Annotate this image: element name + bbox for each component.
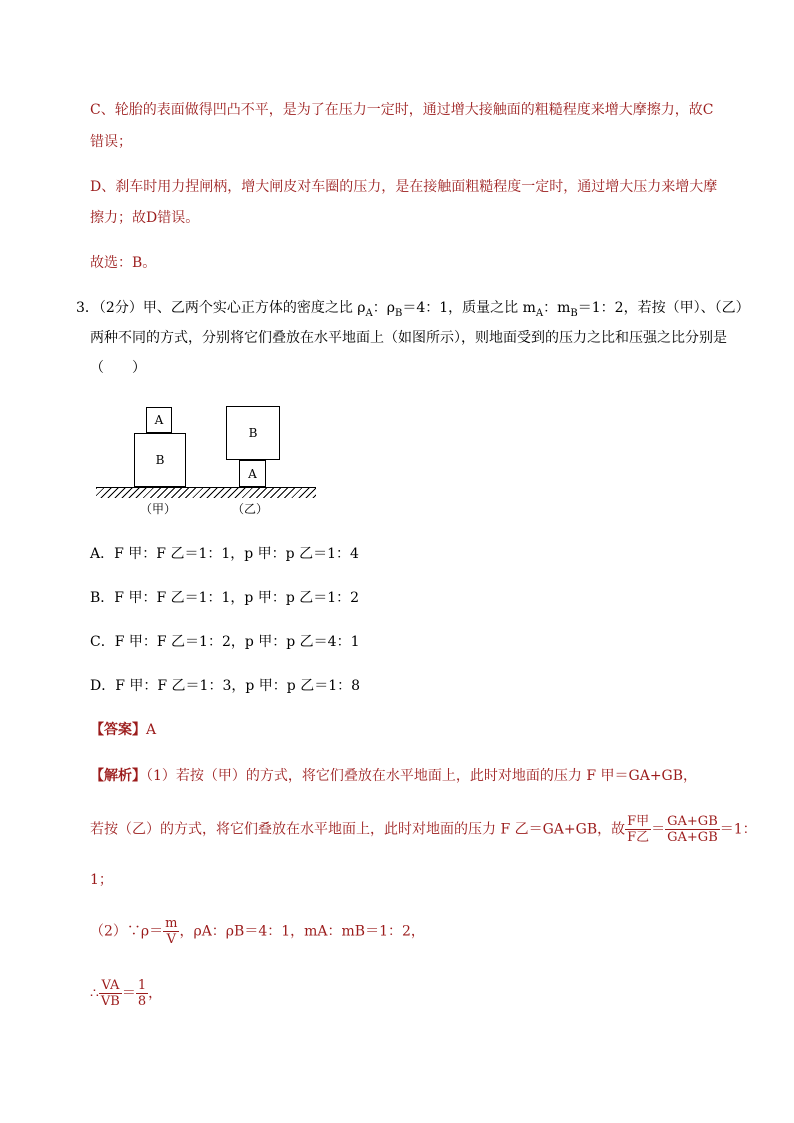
figure-caption-yi: （乙） xyxy=(232,502,269,516)
fraction-density: $\frac{m}{V}$ xyxy=(165,916,178,947)
prev-option-d-line1: D、刹车时用力捏闸柄，增大闸皮对车圈的压力，是在接触面粗糙程度一定时，通过增大压力来增大摩 xyxy=(90,179,718,195)
analysis-tag: 【解析】 xyxy=(90,768,146,784)
figure-jia-cube-a: A xyxy=(146,407,172,433)
analysis-line5: ∴ $\frac{VA}{VB}$ ＝ $\frac{1}{8}$ ， xyxy=(90,978,163,1009)
figure-ground xyxy=(96,487,316,498)
analysis-line4: （2）∵ρ＝ $\frac{m}{V}$ ，ρA：ρB＝4：1，mA：mB＝1：2， xyxy=(90,916,425,947)
question-line3: （ ） xyxy=(90,360,146,376)
prev-option-c-line1: C、轮胎的表面做得凹凸不平，是为了在压力一定时，通过增大接触面的粗糙程度来增大摩擦力，故C xyxy=(90,102,714,118)
answer-tag: 【答案】 xyxy=(90,722,146,738)
figure-caption-jia: （甲） xyxy=(140,502,177,516)
prev-option-d-line2: 擦力；故D错误。 xyxy=(90,210,200,226)
fraction-force: $\frac{\text{F甲}}{\text{F乙}}$ xyxy=(627,814,650,845)
question-line2: 两种不同的方式，分别将它们叠放在水平地面上（如图所示），则地面受到的压力之比和压强之比分别是 xyxy=(90,330,727,346)
stacking-figure xyxy=(96,400,318,520)
option-a: A．F 甲：F 乙＝1：1，p 甲：p 乙＝1：4 xyxy=(90,546,359,562)
answer-value: A xyxy=(146,722,157,738)
option-d: D．F 甲：F 乙＝1：3，p 甲：p 乙＝1：8 xyxy=(90,678,361,694)
question-line1: 3．（2分）甲、乙两个实心正方体的密度之比 $\rho_A$：$\rho_B=4$：1，质量之比 $m_A$：$m_B=1$：2，若按（甲）、（乙） xyxy=(76,300,750,319)
analysis-line1: 【解析】（1）若按（甲）的方式，将它们叠放在水平地面上，此时对地面的压力 F 甲＝GA+GB， xyxy=(90,768,698,784)
fraction-gravity: $\frac{GA+GB}{GA+GB}$ xyxy=(667,814,718,845)
figure-yi-cube-a: A xyxy=(239,460,266,487)
option-c: C．F 甲：F 乙＝1：2，p 甲：p 乙＝4：1 xyxy=(90,634,360,650)
prev-choose: 故选：B。 xyxy=(90,255,157,271)
option-b: B．F 甲：F 乙＝1：1，p 甲：p 乙＝1：2 xyxy=(90,590,360,606)
answer xyxy=(90,720,156,740)
fraction-volume: $\frac{VA}{VB}$ xyxy=(100,978,120,1009)
fraction-one-eighth: $\frac{1}{8}$ xyxy=(137,978,147,1009)
prev-option-c-line2: 错误； xyxy=(90,134,132,150)
figure-yi-cube-b: B xyxy=(226,406,280,460)
figure-jia-cube-b: B xyxy=(134,433,186,487)
analysis-line2: 若按（乙）的方式，将它们叠放在水平地面上，此时对地面的压力 F 乙＝GA+GB，故 $\frac{\text{F甲}}{\text{F乙}}$ ＝ $\frac{GA+GB}{GA+GB}$ ＝1： xyxy=(90,814,757,845)
analysis-line3: 1； xyxy=(90,872,113,888)
